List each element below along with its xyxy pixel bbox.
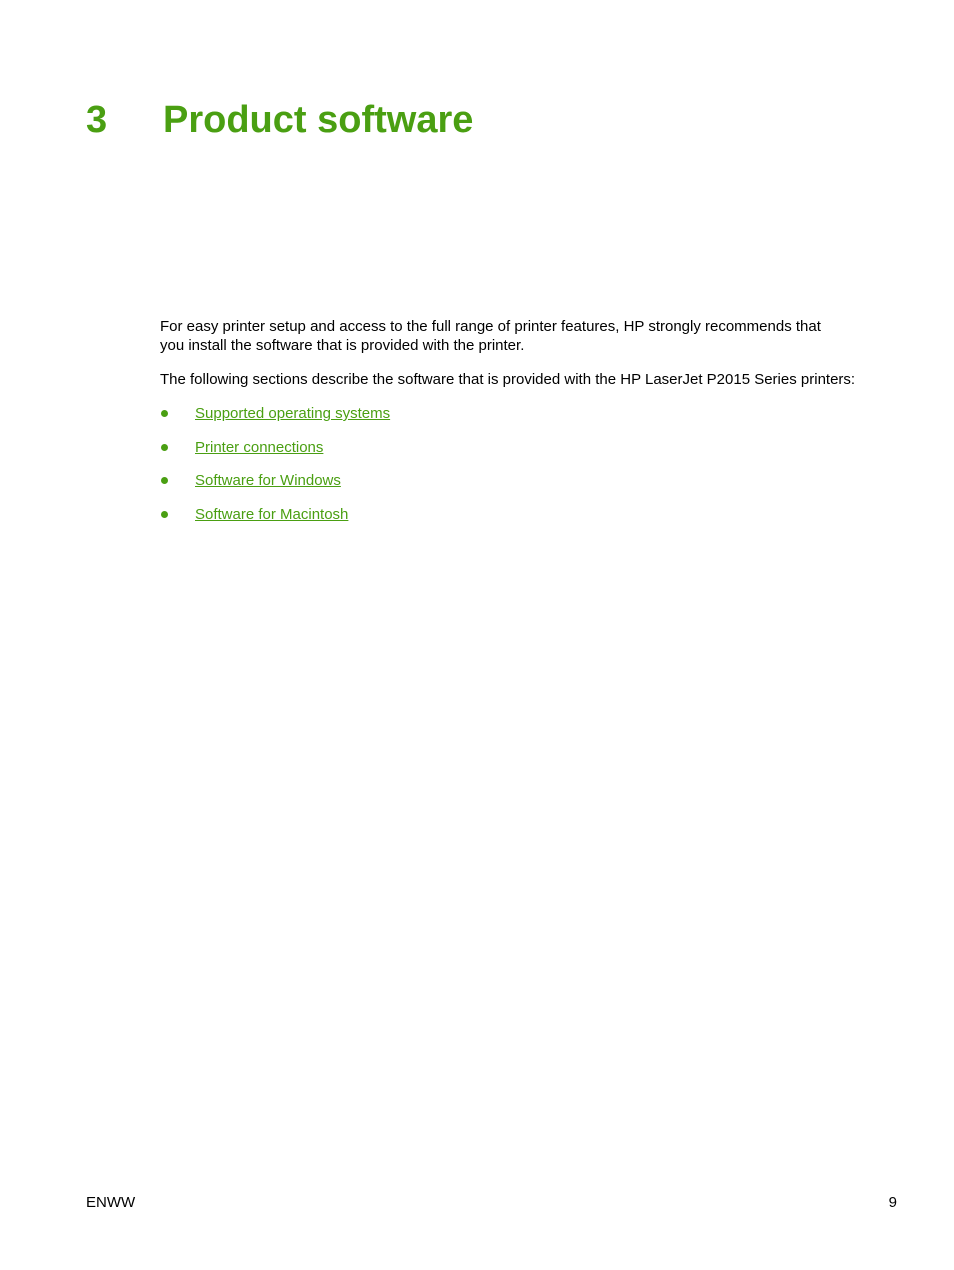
intro-paragraph [160,317,900,355]
bullet-icon [161,477,168,484]
link-software-for-macintosh[interactable]: Software for Macintosh [195,505,349,523]
page-number: 9 [888,1194,897,1211]
chapter-title: Product software [163,99,474,141]
chapter-number: 3 [86,99,108,141]
section-link-list [160,404,900,538]
bullet-icon [161,410,168,417]
link-software-for-windows[interactable]: Software for Windows [195,472,341,490]
list-item [160,438,900,472]
list-item [160,471,900,505]
link-supported-operating-systems[interactable]: Supported operating systems [195,405,391,422]
footer-locale-code: ENWW [86,1194,136,1211]
chapter-heading [86,97,473,143]
intro-paragraph-line-1: For easy printer setup and access to the full range of printer features, HP strongly recommends that [160,318,821,335]
bullet-icon [161,511,168,518]
link-printer-connections[interactable]: Printer connections [195,438,324,456]
list-item [160,404,900,438]
list-item [160,505,900,539]
sections-paragraph: The following sections describe the software that is provided with the HP LaserJet P2015 Series printers: [160,371,856,388]
intro-paragraph-line-2: you install the software that is provided with the printer. [160,337,525,354]
body-text [160,317,900,538]
bullet-icon [161,444,168,451]
